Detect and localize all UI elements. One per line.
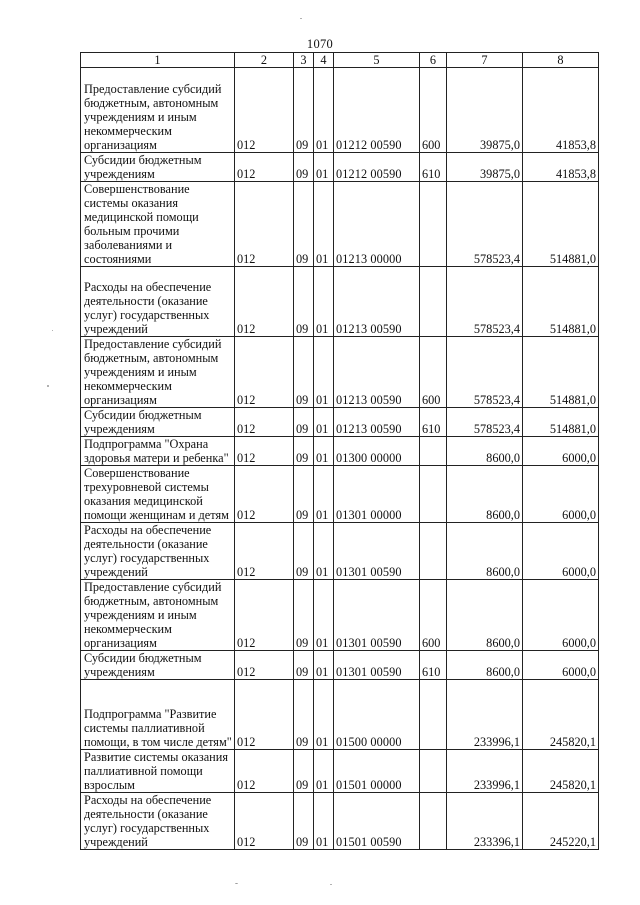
- scan-speck: [330, 884, 332, 885]
- amount-col8: 514881,0: [523, 337, 599, 408]
- amount-col8: 6000,0: [523, 651, 599, 680]
- expenditure-name-text: Предоставление субсидий бюджетным, автономным учреждениям и иным некоммерческим организациям: [84, 82, 222, 152]
- amount-col8: 245820,1: [523, 750, 599, 793]
- amount-col7: 8600,0: [447, 466, 523, 523]
- subsection-code: 01: [314, 182, 334, 267]
- scan-speck: [52, 330, 53, 331]
- expenditure-name: [81, 750, 235, 793]
- expense-type-code: [420, 793, 447, 850]
- table-row: [81, 437, 599, 466]
- expenditure-name-text: Расходы на обеспечение деятельности (оказание услуг) государственных учреждений: [84, 523, 212, 579]
- expense-type-code: [420, 750, 447, 793]
- column-header: 7: [447, 53, 523, 68]
- expense-type-code: 600: [420, 337, 447, 408]
- subsection-code: 01: [314, 750, 334, 793]
- subsection-code: 01: [314, 68, 334, 153]
- amount-col7: 233996,1: [447, 680, 523, 750]
- page-number: 1070: [306, 37, 334, 51]
- expenditure-name-text: Расходы на обеспечение деятельности (оказание услуг) государственных учреждений: [84, 280, 212, 336]
- amount-col8: 514881,0: [523, 182, 599, 267]
- section-code: 09: [294, 408, 314, 437]
- expenditure-name: [81, 182, 235, 267]
- expense-type-code: 600: [420, 580, 447, 651]
- expenditure-name: [81, 267, 235, 337]
- expenditure-name: [81, 466, 235, 523]
- expenditure-name-text: Совершенствование трехуровневой системы оказания медицинской помощи женщинам и детям: [84, 466, 229, 522]
- expenditure-name-text: Подпрограмма "Охрана здоровья матери и ребенка": [84, 437, 229, 465]
- expense-type-code: [420, 182, 447, 267]
- expense-type-code: 610: [420, 651, 447, 680]
- table-row: [81, 651, 599, 680]
- column-header: 6: [420, 53, 447, 68]
- ministry-code: 012: [235, 408, 294, 437]
- expenditure-name-text: Субсидии бюджетным учреждениям: [84, 153, 202, 181]
- table-row: [81, 580, 599, 651]
- table-header-row: [81, 53, 599, 68]
- table-row: [81, 750, 599, 793]
- amount-col8: 6000,0: [523, 580, 599, 651]
- subsection-code: 01: [314, 793, 334, 850]
- subsection-code: 01: [314, 437, 334, 466]
- amount-col7: 39875,0: [447, 68, 523, 153]
- expenditure-name: [81, 793, 235, 850]
- amount-col8: 6000,0: [523, 523, 599, 580]
- expenditure-name: [81, 153, 235, 182]
- target-article-code: 01301 00590: [334, 651, 420, 680]
- expenditure-name-text: Подпрограмма "Развитие системы паллиативной помощи, в том числе детям": [84, 707, 232, 749]
- subsection-code: 01: [314, 153, 334, 182]
- amount-col8: 245820,1: [523, 680, 599, 750]
- subsection-code: 01: [314, 580, 334, 651]
- expense-type-code: [420, 267, 447, 337]
- amount-col8: 6000,0: [523, 437, 599, 466]
- expense-type-code: 610: [420, 153, 447, 182]
- amount-col7: 233996,1: [447, 750, 523, 793]
- subsection-code: 01: [314, 337, 334, 408]
- column-header: 3: [294, 53, 314, 68]
- ministry-code: 012: [235, 337, 294, 408]
- target-article-code: 01501 00590: [334, 793, 420, 850]
- target-article-code: 01501 00000: [334, 750, 420, 793]
- column-header: 1: [81, 53, 235, 68]
- column-header: 5: [334, 53, 420, 68]
- subsection-code: 01: [314, 680, 334, 750]
- expense-type-code: 600: [420, 68, 447, 153]
- target-article-code: 01301 00590: [334, 580, 420, 651]
- section-code: 09: [294, 267, 314, 337]
- expense-type-code: [420, 680, 447, 750]
- expenditure-name: [81, 580, 235, 651]
- amount-col7: 578523,4: [447, 182, 523, 267]
- section-code: 09: [294, 750, 314, 793]
- amount-col7: 578523,4: [447, 337, 523, 408]
- target-article-code: 01301 00000: [334, 466, 420, 523]
- ministry-code: 012: [235, 437, 294, 466]
- table-row: [81, 267, 599, 337]
- amount-col7: 39875,0: [447, 153, 523, 182]
- target-article-code: 01212 00590: [334, 153, 420, 182]
- column-header: 4: [314, 53, 334, 68]
- column-header: 8: [523, 53, 599, 68]
- scan-speck: [235, 883, 238, 884]
- section-code: 09: [294, 523, 314, 580]
- section-code: 09: [294, 437, 314, 466]
- target-article-code: 01213 00000: [334, 182, 420, 267]
- ministry-code: 012: [235, 466, 294, 523]
- scan-speck: [300, 18, 302, 19]
- section-code: 09: [294, 153, 314, 182]
- section-code: 09: [294, 651, 314, 680]
- expenditure-name: [81, 408, 235, 437]
- target-article-code: 01213 00590: [334, 337, 420, 408]
- section-code: 09: [294, 337, 314, 408]
- ministry-code: 012: [235, 182, 294, 267]
- subsection-code: 01: [314, 466, 334, 523]
- ministry-code: 012: [235, 680, 294, 750]
- expense-type-code: [420, 437, 447, 466]
- expense-type-code: [420, 523, 447, 580]
- amount-col7: 578523,4: [447, 267, 523, 337]
- amount-col8: 514881,0: [523, 267, 599, 337]
- expenditure-name-text: Субсидии бюджетным учреждениям: [84, 651, 202, 679]
- amount-col7: 8600,0: [447, 651, 523, 680]
- budget-table: [80, 52, 599, 850]
- ministry-code: 012: [235, 651, 294, 680]
- subsection-code: 01: [314, 523, 334, 580]
- amount-col7: 233396,1: [447, 793, 523, 850]
- table-row: [81, 153, 599, 182]
- expenditure-name-text: Предоставление субсидий бюджетным, автономным учреждениям и иным некоммерческим организациям: [84, 337, 222, 407]
- expenditure-name: [81, 437, 235, 466]
- table-row: [81, 466, 599, 523]
- ministry-code: 012: [235, 523, 294, 580]
- section-code: 09: [294, 466, 314, 523]
- target-article-code: 01213 00590: [334, 267, 420, 337]
- target-article-code: 01301 00590: [334, 523, 420, 580]
- table-row: [81, 408, 599, 437]
- ministry-code: 012: [235, 153, 294, 182]
- amount-col8: 41853,8: [523, 68, 599, 153]
- table-row: [81, 182, 599, 267]
- column-header: 2: [235, 53, 294, 68]
- expenditure-name-text: Совершенствование системы оказания медицинской помощи больным прочими заболеваниями и состояниями: [84, 182, 199, 266]
- target-article-code: 01500 00000: [334, 680, 420, 750]
- target-article-code: 01300 00000: [334, 437, 420, 466]
- subsection-code: 01: [314, 408, 334, 437]
- amount-col7: 8600,0: [447, 437, 523, 466]
- expenditure-name-text: Предоставление субсидий бюджетным, автономным учреждениям и иным некоммерческим организациям: [84, 580, 222, 650]
- section-code: 09: [294, 182, 314, 267]
- expenditure-name: [81, 68, 235, 153]
- expenditure-name-text: Развитие системы оказания паллиативной помощи взрослым: [84, 750, 229, 792]
- section-code: 09: [294, 68, 314, 153]
- expense-type-code: [420, 466, 447, 523]
- ministry-code: 012: [235, 68, 294, 153]
- amount-col7: 578523,4: [447, 408, 523, 437]
- amount-col8: 245220,1: [523, 793, 599, 850]
- subsection-code: 01: [314, 267, 334, 337]
- target-article-code: 01212 00590: [334, 68, 420, 153]
- amount-col7: 8600,0: [447, 523, 523, 580]
- section-code: 09: [294, 580, 314, 651]
- subsection-code: 01: [314, 651, 334, 680]
- section-code: 09: [294, 680, 314, 750]
- ministry-code: 012: [235, 793, 294, 850]
- expenditure-name: [81, 680, 235, 750]
- amount-col8: 514881,0: [523, 408, 599, 437]
- amount-col7: 8600,0: [447, 580, 523, 651]
- expenditure-name: [81, 651, 235, 680]
- scan-speck: [47, 385, 49, 387]
- target-article-code: 01213 00590: [334, 408, 420, 437]
- expenditure-name-text: Расходы на обеспечение деятельности (оказание услуг) государственных учреждений: [84, 793, 212, 849]
- ministry-code: 012: [235, 580, 294, 651]
- table-row: [81, 680, 599, 750]
- table-row: [81, 523, 599, 580]
- table-row: [81, 337, 599, 408]
- amount-col8: 41853,8: [523, 153, 599, 182]
- expenditure-name-text: Субсидии бюджетным учреждениям: [84, 408, 202, 436]
- section-code: 09: [294, 793, 314, 850]
- amount-col8: 6000,0: [523, 466, 599, 523]
- table-row: [81, 68, 599, 153]
- ministry-code: 012: [235, 267, 294, 337]
- expenditure-name: [81, 523, 235, 580]
- table-row: [81, 793, 599, 850]
- expenditure-name: [81, 337, 235, 408]
- expense-type-code: 610: [420, 408, 447, 437]
- ministry-code: 012: [235, 750, 294, 793]
